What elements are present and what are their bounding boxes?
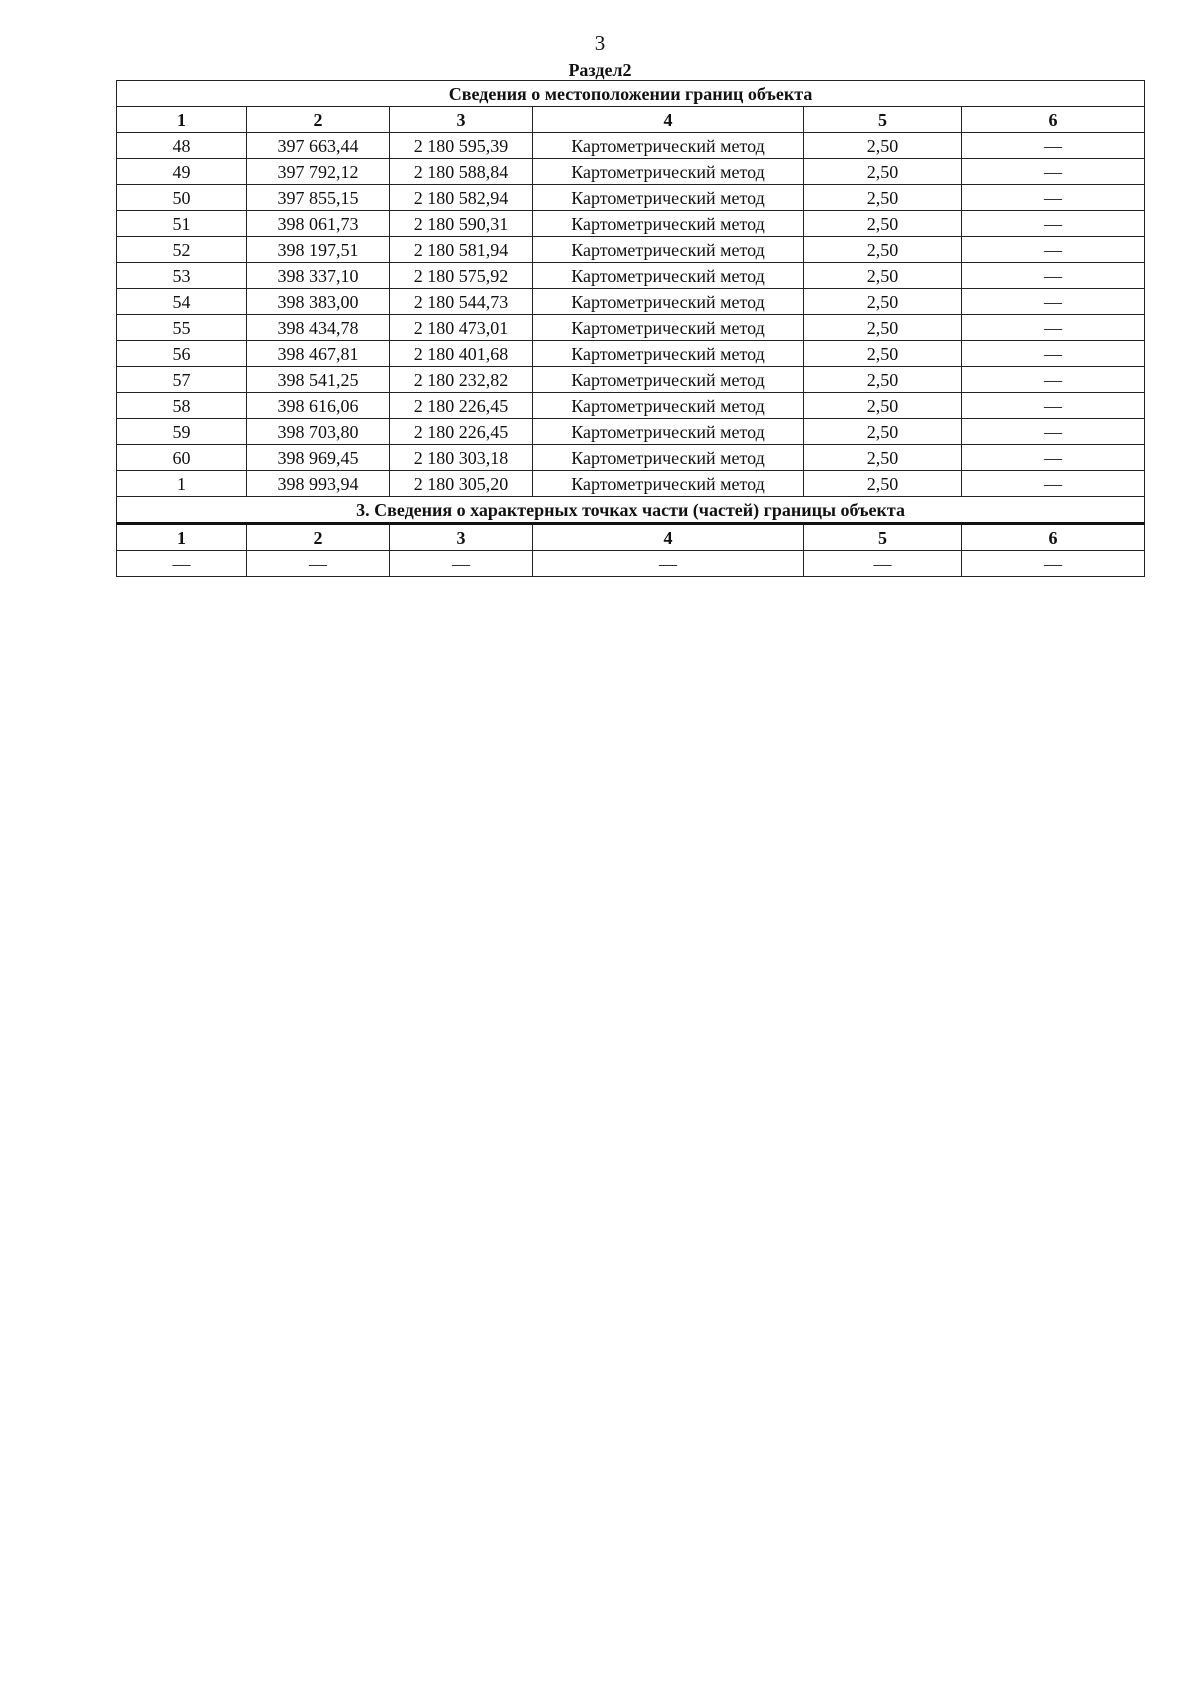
table-cell: 2 180 582,94 bbox=[390, 185, 533, 211]
table-row bbox=[117, 551, 1145, 577]
table-cell: 398 434,78 bbox=[247, 315, 390, 341]
table-cell: 397 855,15 bbox=[247, 185, 390, 211]
table-cell: — bbox=[533, 551, 804, 577]
table-cell: 2 180 226,45 bbox=[390, 393, 533, 419]
table-cell: Картометрический метод bbox=[533, 263, 804, 289]
column-header: 3 bbox=[390, 107, 533, 133]
table-cell: 2 180 401,68 bbox=[390, 341, 533, 367]
boundary-table bbox=[116, 80, 1145, 577]
table-cell: Картометрический метод bbox=[533, 315, 804, 341]
table-cell: 53 bbox=[117, 263, 247, 289]
table-cell: 398 969,45 bbox=[247, 445, 390, 471]
table-cell: — bbox=[247, 551, 390, 577]
table-cell: 398 061,73 bbox=[247, 211, 390, 237]
table-cell: 398 197,51 bbox=[247, 237, 390, 263]
section-title: Раздел2 bbox=[568, 60, 632, 80]
table-cell: 55 bbox=[117, 315, 247, 341]
table-row bbox=[117, 341, 1145, 367]
table-cell: 2 180 305,20 bbox=[390, 471, 533, 497]
table-cell: 2,50 bbox=[804, 263, 962, 289]
boundary-table-body bbox=[117, 81, 1145, 577]
table-cell: 2,50 bbox=[804, 237, 962, 263]
table-row bbox=[117, 393, 1145, 419]
table-cell: 2 180 581,94 bbox=[390, 237, 533, 263]
table-cell: 2,50 bbox=[804, 185, 962, 211]
table-cell: — bbox=[962, 211, 1145, 237]
table-cell: 2 180 232,82 bbox=[390, 367, 533, 393]
table-cell: 398 383,00 bbox=[247, 289, 390, 315]
column-header: 2 bbox=[247, 524, 390, 551]
table-cell: 60 bbox=[117, 445, 247, 471]
column-header: 6 bbox=[962, 524, 1145, 551]
table-cell: — bbox=[962, 551, 1145, 577]
table-cell: 2,50 bbox=[804, 341, 962, 367]
table-cell: Картометрический метод bbox=[533, 367, 804, 393]
table-row bbox=[117, 159, 1145, 185]
table-cell: 2 180 473,01 bbox=[390, 315, 533, 341]
table-cell: 2 180 595,39 bbox=[390, 133, 533, 159]
table-cell: — bbox=[962, 185, 1145, 211]
table-cell: — bbox=[962, 419, 1145, 445]
table-cell: 2,50 bbox=[804, 315, 962, 341]
table-row bbox=[117, 445, 1145, 471]
table-cell: Картометрический метод bbox=[533, 341, 804, 367]
table-cell: 398 993,94 bbox=[247, 471, 390, 497]
table-cell: 397 663,44 bbox=[247, 133, 390, 159]
table-cell: 2 180 590,31 bbox=[390, 211, 533, 237]
column-header: 1 bbox=[117, 524, 247, 551]
table-row bbox=[117, 237, 1145, 263]
table-cell: — bbox=[962, 471, 1145, 497]
column-header: 2 bbox=[247, 107, 390, 133]
table-cell: — bbox=[804, 551, 962, 577]
table-cell: 59 bbox=[117, 419, 247, 445]
column-header: 3 bbox=[390, 524, 533, 551]
table-row bbox=[117, 263, 1145, 289]
table-row bbox=[117, 315, 1145, 341]
table1-caption-cell: Сведения о местоположении границ объекта bbox=[117, 81, 1145, 107]
table-cell: — bbox=[962, 315, 1145, 341]
table-cell: 51 bbox=[117, 211, 247, 237]
table-cell: 2,50 bbox=[804, 471, 962, 497]
table2-caption-cell: 3. Сведения о характерных точках части (частей) границы объекта bbox=[117, 497, 1145, 524]
table-cell: 398 541,25 bbox=[247, 367, 390, 393]
table-cell: 2,50 bbox=[804, 133, 962, 159]
table-row bbox=[117, 185, 1145, 211]
table-cell: 398 467,81 bbox=[247, 341, 390, 367]
table-row bbox=[117, 419, 1145, 445]
table-cell: 2 180 575,92 bbox=[390, 263, 533, 289]
table-cell: 2,50 bbox=[804, 445, 962, 471]
table-cell: 52 bbox=[117, 237, 247, 263]
table-cell: Картометрический метод bbox=[533, 393, 804, 419]
table-cell: 398 337,10 bbox=[247, 263, 390, 289]
table-cell: Картометрический метод bbox=[533, 211, 804, 237]
table-cell: 2,50 bbox=[804, 159, 962, 185]
table-cell: Картометрический метод bbox=[533, 471, 804, 497]
table-cell: 2 180 544,73 bbox=[390, 289, 533, 315]
table-cell: 2,50 bbox=[804, 289, 962, 315]
table-cell: — bbox=[962, 263, 1145, 289]
table-row bbox=[117, 367, 1145, 393]
table-cell: 2 180 226,45 bbox=[390, 419, 533, 445]
table-cell: — bbox=[962, 237, 1145, 263]
table-cell: 1 bbox=[117, 471, 247, 497]
table-cell: — bbox=[962, 289, 1145, 315]
column-header: 5 bbox=[804, 107, 962, 133]
column-header: 1 bbox=[117, 107, 247, 133]
column-header: 6 bbox=[962, 107, 1145, 133]
table-cell: Картометрический метод bbox=[533, 159, 804, 185]
table-cell: Картометрический метод bbox=[533, 237, 804, 263]
table-cell: Картометрический метод bbox=[533, 289, 804, 315]
table-cell: 48 bbox=[117, 133, 247, 159]
table-row bbox=[117, 133, 1145, 159]
table-cell: 54 bbox=[117, 289, 247, 315]
table-cell: 398 703,80 bbox=[247, 419, 390, 445]
column-header: 4 bbox=[533, 107, 804, 133]
table-cell: 2,50 bbox=[804, 211, 962, 237]
table-cell: 2,50 bbox=[804, 419, 962, 445]
column-header: 4 bbox=[533, 524, 804, 551]
table-cell: — bbox=[962, 445, 1145, 471]
table1-caption bbox=[117, 81, 1145, 107]
table-cell: — bbox=[962, 159, 1145, 185]
table-cell: — bbox=[962, 367, 1145, 393]
table-cell: 58 bbox=[117, 393, 247, 419]
table-cell: Картометрический метод bbox=[533, 445, 804, 471]
page-number: 3 bbox=[594, 31, 606, 55]
table-cell: 2 180 588,84 bbox=[390, 159, 533, 185]
table-cell: — bbox=[962, 393, 1145, 419]
table-cell: 56 bbox=[117, 341, 247, 367]
table-cell: Картометрический метод bbox=[533, 419, 804, 445]
table-cell: 398 616,06 bbox=[247, 393, 390, 419]
column-header: 5 bbox=[804, 524, 962, 551]
table2-caption bbox=[117, 497, 1145, 524]
table-cell: 2,50 bbox=[804, 393, 962, 419]
table-cell: — bbox=[962, 133, 1145, 159]
table-cell: Картометрический метод bbox=[533, 185, 804, 211]
table2-header-row bbox=[117, 524, 1145, 551]
table-cell: Картометрический метод bbox=[533, 133, 804, 159]
table-cell: 57 bbox=[117, 367, 247, 393]
table-cell: — bbox=[962, 341, 1145, 367]
table-cell: 49 bbox=[117, 159, 247, 185]
table-row bbox=[117, 211, 1145, 237]
table-cell: — bbox=[117, 551, 247, 577]
table-cell: 397 792,12 bbox=[247, 159, 390, 185]
table-cell: — bbox=[390, 551, 533, 577]
table-cell: 2 180 303,18 bbox=[390, 445, 533, 471]
table-cell: 2,50 bbox=[804, 367, 962, 393]
table1-header-row bbox=[117, 107, 1145, 133]
table-cell: 50 bbox=[117, 185, 247, 211]
table-row bbox=[117, 471, 1145, 497]
table-row bbox=[117, 289, 1145, 315]
